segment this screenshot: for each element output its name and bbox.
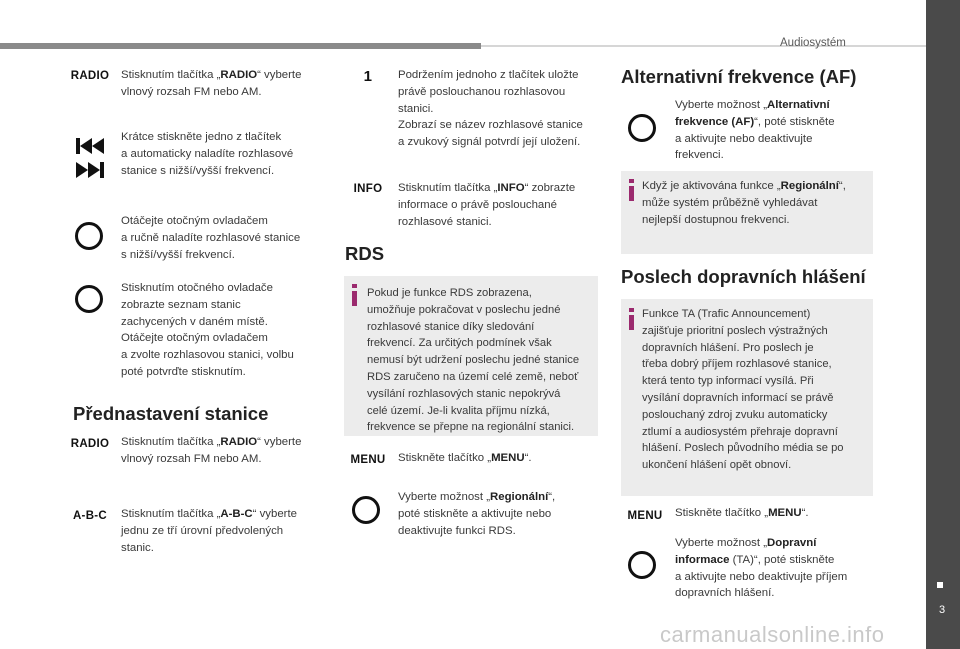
info-button-label: INFO <box>353 183 383 195</box>
side-tab-marker <box>937 582 943 588</box>
rotary-knob-icon <box>75 222 103 250</box>
ta-info-box <box>621 299 873 496</box>
radio-button-label: RADIO <box>70 438 110 450</box>
regional-instruction: Vyberte možnost „Regionální“, poté stiskněte a aktivujte nebo deaktivujte funkci RDS. <box>398 491 556 537</box>
af-heading: Alternativní frekvence (AF) <box>621 66 857 87</box>
rotary-knob-icon <box>75 285 103 313</box>
info-icon <box>628 179 635 201</box>
rotary-knob-icon <box>628 551 656 579</box>
skip-instruction: Krátce stiskněte jedno z tlačítek a automaticky naladíte rozhlasové stanice s nižší/vyšší frekvencí. <box>121 131 294 177</box>
abc-instruction: Stisknutím tlačítka „A-B-C“ vyberte jednu ze tří úrovní předvolených stanic. <box>121 508 297 554</box>
ta-info-text: Funkce TA (Trafic Announcement) zajišťuje prioritní poslech výstražných dopravních hlášení. Pro poslech je třeba dobrý příjem rozhlasové stanice, která tento typ informací vysílá. Při vysílání dopravních informací se právě poslouchaný zdroj zvuku automaticky ztlumí a audiosystém přehraje dopravní hlášení. Poslech původního média se po ukončení hlášení opět obnoví. <box>642 308 844 472</box>
abc-button-label: A-B-C <box>72 510 108 522</box>
knob-turn-instruction: Otáčejte otočným ovladačem a ručně naladíte rozhlasové stanice s nižší/vyšší frekvencí. <box>121 215 301 261</box>
radio-preset-instruction: Stisknutím tlačítka „RADIO“ vyberte vlnový rozsah FM nebo AM. <box>121 436 302 465</box>
preset-heading: Přednastavení stanice <box>73 403 269 424</box>
ta-instruction: Vyberte možnost „Dopravní informace (TA)“, poté stiskněte a aktivujte nebo deaktivujte příjem dopravních hlášení. <box>675 537 848 600</box>
info-instruction: Stisknutím tlačítka „INFO“ zobrazte informace o právě poslouchané rozhlasové stanici. <box>398 182 576 228</box>
skip-forward-icon <box>76 162 104 178</box>
progress-bar <box>0 43 481 49</box>
af-info-text: Když je aktivována funkce „Regionální“, může systém průběžně vyhledávat nejlepší dostupnou frekvenci. <box>642 180 846 226</box>
menu-button-label: MENU <box>627 510 663 522</box>
knob-press-instruction: Stisknutím otočného ovladače zobrazte seznam stanic zachycených v daném místě. Otáčejte otočným ovladačem a zvolte rozhlasovou stanici, volbu poté potvrďte stisknutím. <box>121 282 294 378</box>
rds-info-box <box>344 276 598 436</box>
info-icon <box>351 284 358 306</box>
preset-save-instruction: Podržením jednoho z tlačítek uložte právě poslouchanou rozhlasovou stanici. Zobrazí se název rozhlasové stanice a zvukový signál potvrdí její uložení. <box>398 69 583 149</box>
radio-button-label: RADIO <box>70 70 110 82</box>
rds-info-text: Pokud je funkce RDS zobrazena, umožňuje pokračovat v poslechu jedné rozhlasové stanice díky sledování frekvencí. Za určitých podmínek však nemusí být udržení poslechu jedné stanice RDS zaručeno na území celé země, neboť vysílání rozhlasových stanic nepokrývá celé území. Je-li kvalita příjmu nízká, frekvence se přepne na regionální stanici. <box>367 287 580 434</box>
side-tab <box>926 0 960 649</box>
page-number: 3 <box>938 604 946 616</box>
header-rule <box>481 45 926 47</box>
info-icon <box>628 308 635 330</box>
traffic-heading: Poslech dopravních hlášení <box>621 266 866 287</box>
preset-one-label: 1 <box>363 68 373 85</box>
section-title: Audiosystém <box>780 37 846 49</box>
skip-back-icon <box>76 138 104 154</box>
rotary-knob-icon <box>352 496 380 524</box>
menu-button-label: MENU <box>350 454 386 466</box>
af-info-box <box>621 171 873 254</box>
watermark: carmanualsonline.info <box>660 622 885 647</box>
rotary-knob-icon <box>628 114 656 142</box>
rds-heading: RDS <box>345 243 385 264</box>
af-instruction: Vyberte možnost „Alternativní frekvence (AF)“, poté stiskněte a aktivujte nebo deaktivujte frekvenci. <box>675 99 835 162</box>
menu-instruction: Stiskněte tlačítko „MENU“. <box>398 452 532 464</box>
menu-instruction: Stiskněte tlačítko „MENU“. <box>675 507 809 519</box>
radio-instruction: Stisknutím tlačítka „RADIO“ vyberte vlnový rozsah FM nebo AM. <box>121 69 302 98</box>
